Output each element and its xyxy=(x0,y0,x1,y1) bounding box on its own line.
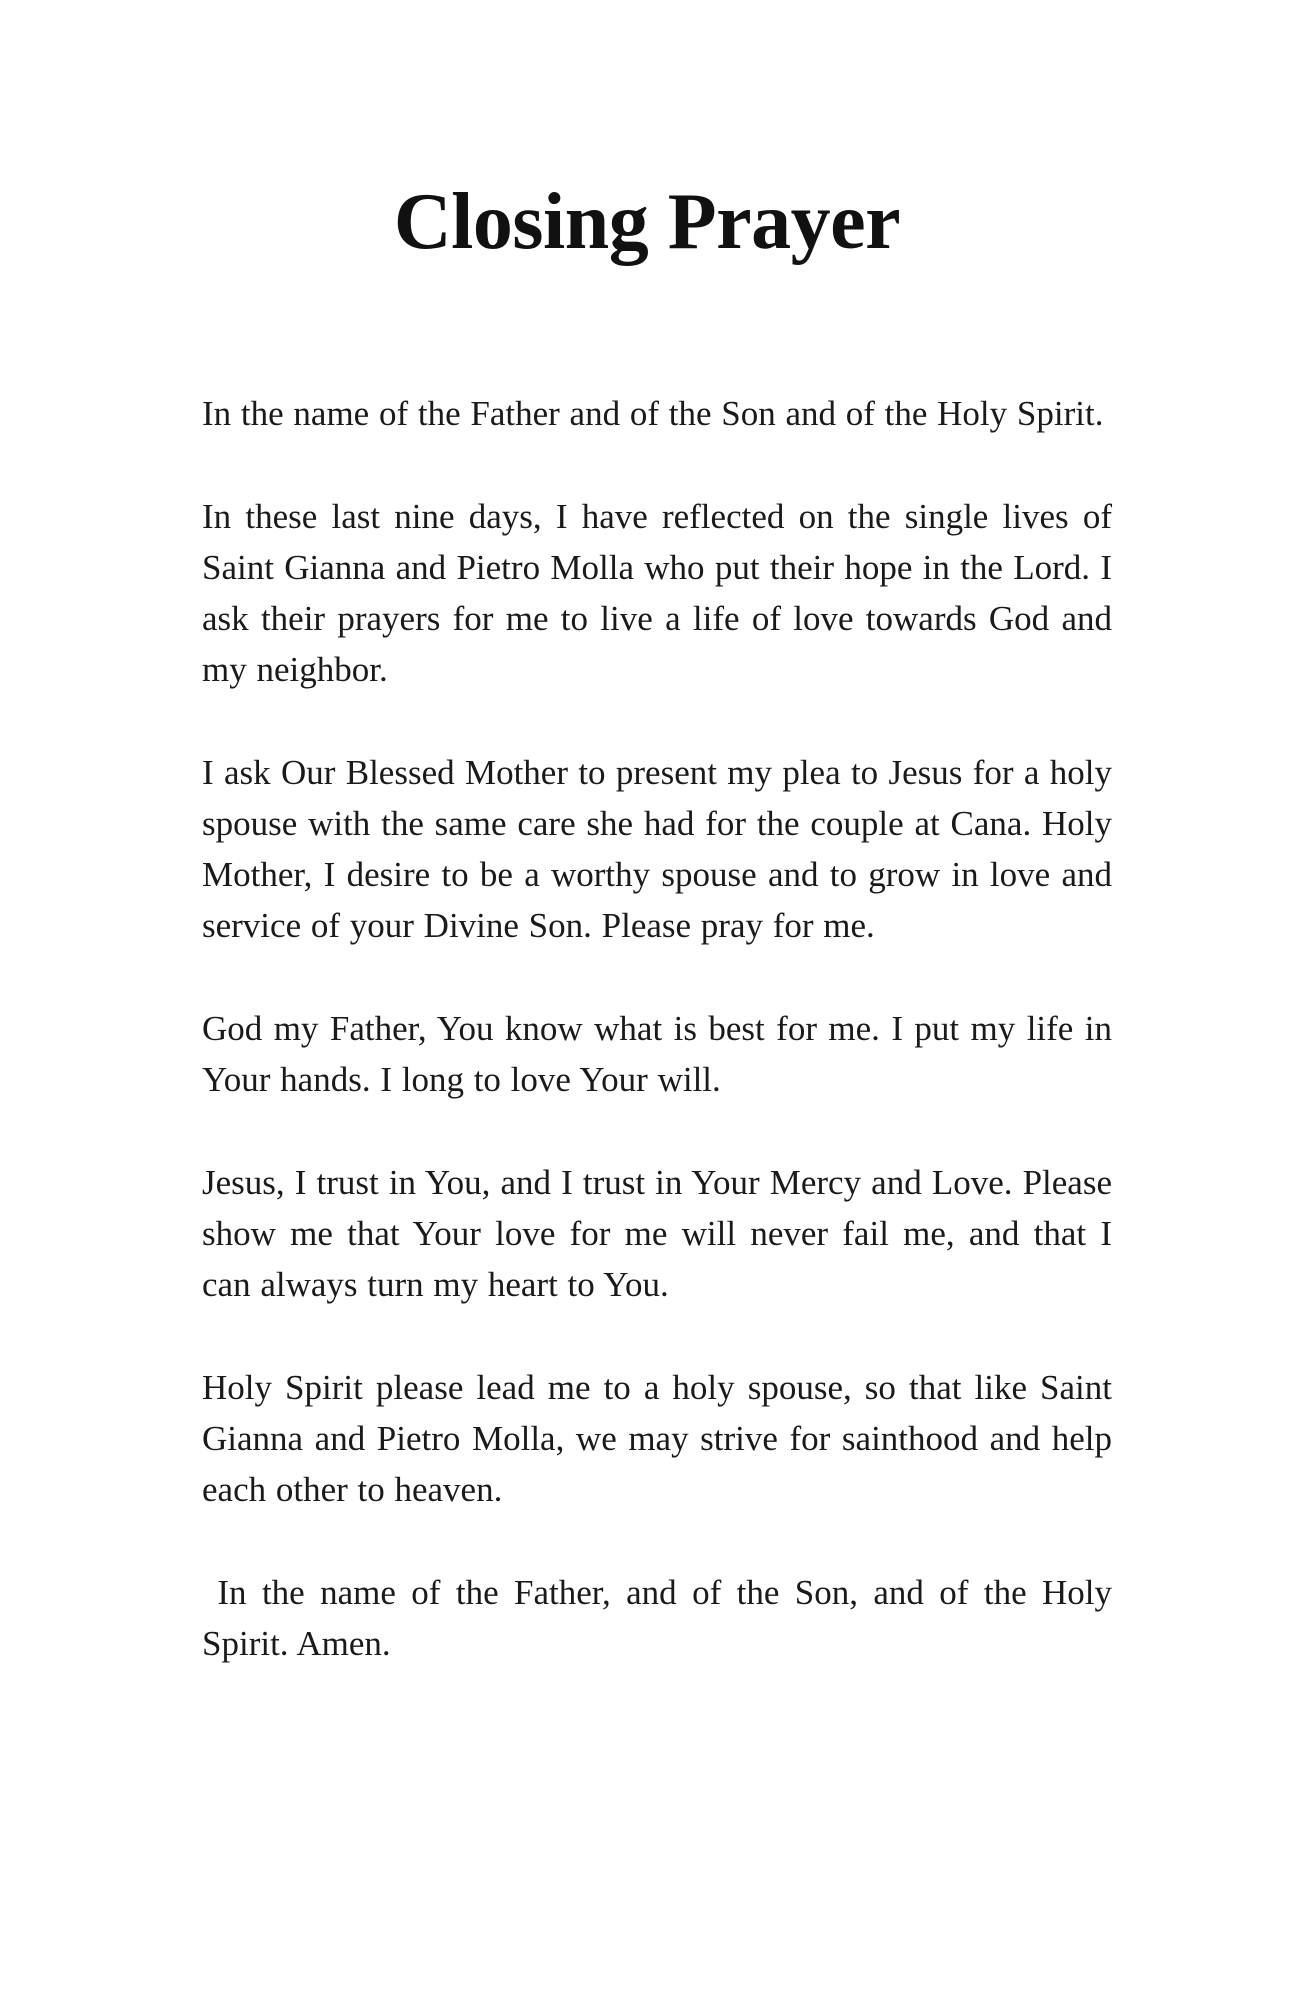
paragraph-god-father: God my Father, You know what is best for me. I put my life in Your hands. I long to love Your will. xyxy=(202,1009,1112,1099)
paragraph-closing-sign-of-cross: In the name of the Father, and of the Son, and of the Holy Spirit. Amen. xyxy=(202,1573,1122,1663)
paragraph-opening-sign-of-cross: In the name of the Father and of the Son and of the Holy Spirit. xyxy=(202,394,1104,433)
paragraph-blessed-mother: I ask Our Blessed Mother to present my plea to Jesus for a holy spouse with the same care she had for the couple at Cana. Holy Mother, I desire to be a worthy spouse and to grow in love and service of your Divine Son. Please pray for me. xyxy=(202,753,1112,945)
paragraph-holy-spirit: Holy Spirit please lead me to a holy spouse, so that like Saint Gianna and Pietro Molla, we may strive for sainthood and help each other to heaven. xyxy=(202,1368,1112,1509)
page-title: Closing Prayer xyxy=(393,178,901,266)
paragraph-reflection: In these last nine days, I have reflected on the single lives of Saint Gianna and Pietro Molla who put their hope in the Lord. I ask their prayers for me to live a life of love towards God and my neighbor. xyxy=(202,497,1112,689)
paragraph-jesus: Jesus, I trust in You, and I trust in Your Mercy and Love. Please show me that Your love for me will never fail me, and that I can always turn my heart to You. xyxy=(202,1163,1112,1304)
prayer-body xyxy=(202,388,1122,1721)
